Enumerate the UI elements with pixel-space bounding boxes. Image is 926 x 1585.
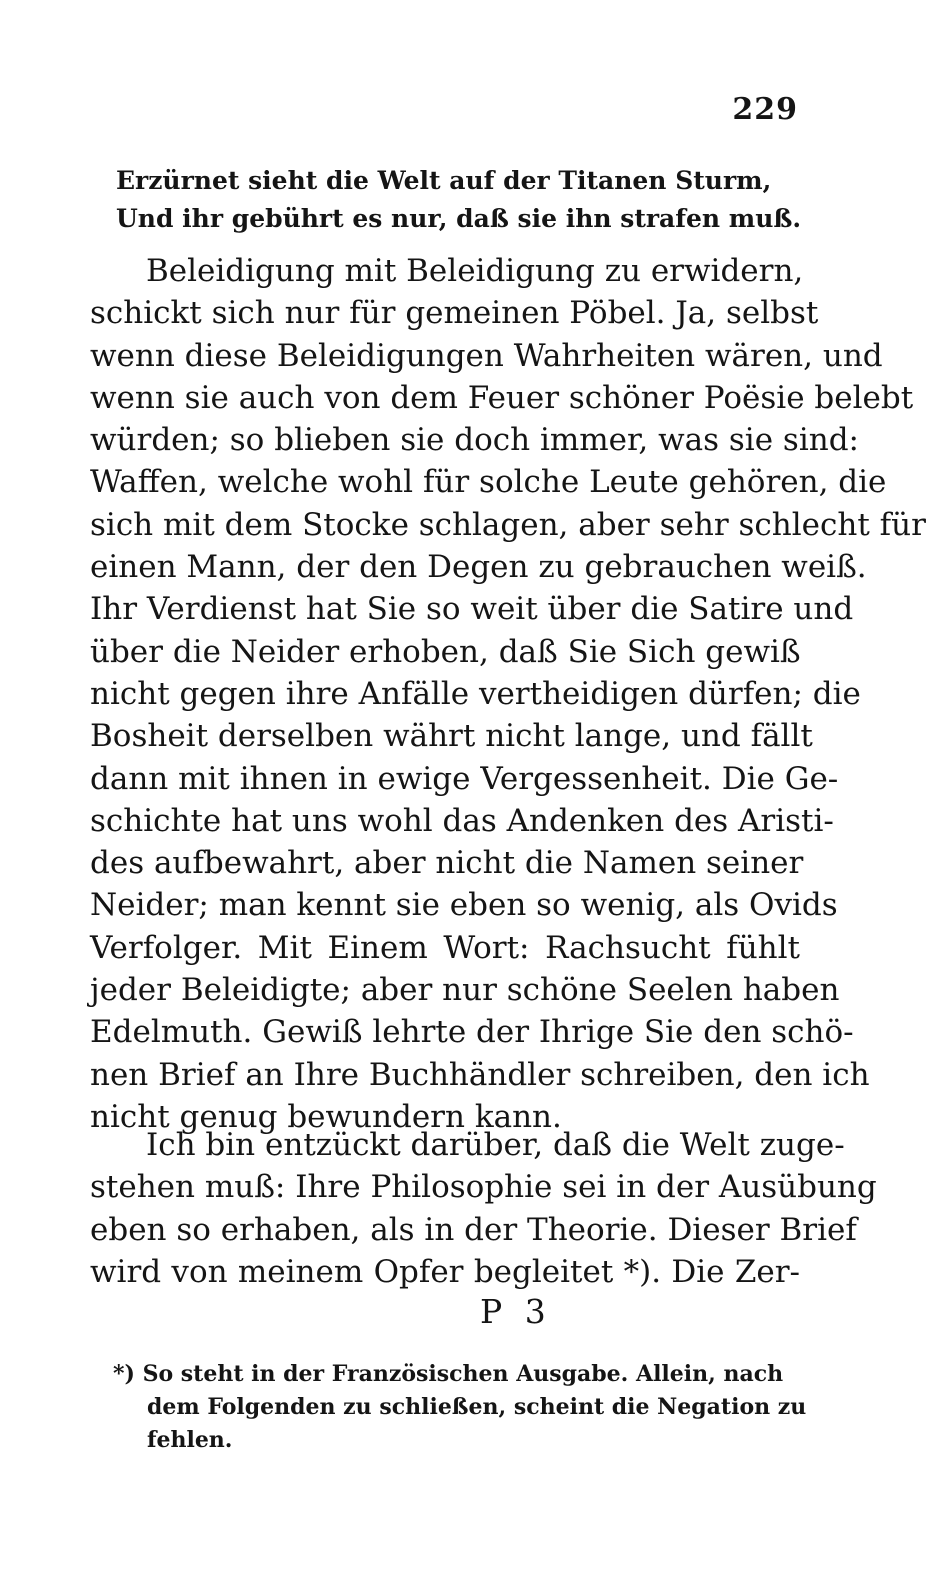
verse-line: Erzürnet sieht die Welt auf der Titanen Sturm, — [116, 166, 772, 195]
text-line: würden; so blieben sie doch immer, was sie sind: — [90, 422, 859, 459]
text-line: schickt sich nur für gemeinen Pöbel. Ja, selbst — [90, 295, 819, 332]
verse-block — [116, 162, 802, 238]
text-line: Ihr Verdienst hat Sie so weit über die Satire und — [90, 591, 854, 628]
text-line: wird von meinem Opfer begleitet *). Die Zer- — [90, 1253, 800, 1290]
text-line: wenn diese Beleidigungen Wahrheiten wären, und — [90, 337, 883, 374]
footnote-line: *) So steht in der Französischen Ausgabe. Allein, nach — [113, 1361, 784, 1387]
text-line: über die Neider erhoben, daß Sie Sich gewiß — [90, 633, 801, 670]
paragraph-1 — [90, 250, 926, 1138]
text-line: schichte hat uns wohl das Andenken des Aristi- — [90, 802, 834, 839]
text-line: stehen muß: Ihre Philosophie sei in der Ausübung — [90, 1169, 877, 1206]
text-line: nen Brief an Ihre Buchhändler schreiben, den ich — [90, 1056, 870, 1093]
footnote — [113, 1358, 807, 1457]
page-number: 229 — [732, 92, 798, 127]
text-line: nicht gegen ihre Anfälle vertheidigen dürfen; die — [90, 675, 861, 712]
text-line: Neider; man kennt sie eben so wenig, als Ovids — [90, 887, 838, 924]
verse-line: Und ihr gebührt es nur, daß sie ihn strafen muß. — [116, 204, 802, 233]
text-line: des aufbewahrt, aber nicht die Namen seiner — [90, 845, 804, 882]
text-line: einen Mann, der den Degen zu gebrauchen weiß. — [90, 549, 867, 586]
text-line: sich mit dem Stocke schlagen, aber sehr schlecht für — [90, 506, 926, 543]
footnote-line: dem Folgenden zu schließen, scheint die Negation zu — [147, 1394, 807, 1420]
text-line: Ich bin entzückt darüber, daß die Welt zuge- — [146, 1127, 845, 1163]
footnote-line: fehlen. — [147, 1427, 233, 1453]
text-line: Verfolger. Mit Einem Wort: Rachsucht fühlt — [90, 929, 800, 966]
text-line: dann mit ihnen in ewige Vergessenheit. Die Ge- — [90, 760, 839, 797]
text-line: Waffen, welche wohl für solche Leute gehören, die — [90, 464, 887, 501]
text-line: Edelmuth. Gewiß lehrte der Ihrige Sie den schö- — [90, 1014, 854, 1051]
text-line: eben so erhaben, als in der Theorie. Dieser Brief — [90, 1211, 857, 1248]
text-line: Bosheit derselben währt nicht lange, und fällt — [90, 718, 813, 755]
paragraph-2 — [90, 1124, 877, 1293]
text-line: Beleidigung mit Beleidigung zu erwidern, — [146, 253, 804, 289]
signature-mark: P 3 — [480, 1292, 552, 1331]
text-line: nicht genug bewundern kann. — [90, 1098, 562, 1135]
text-line: wenn sie auch von dem Feuer schöner Poësie belebt — [90, 379, 914, 416]
text-line: jeder Beleidigte; aber nur schöne Seelen haben — [90, 972, 840, 1009]
